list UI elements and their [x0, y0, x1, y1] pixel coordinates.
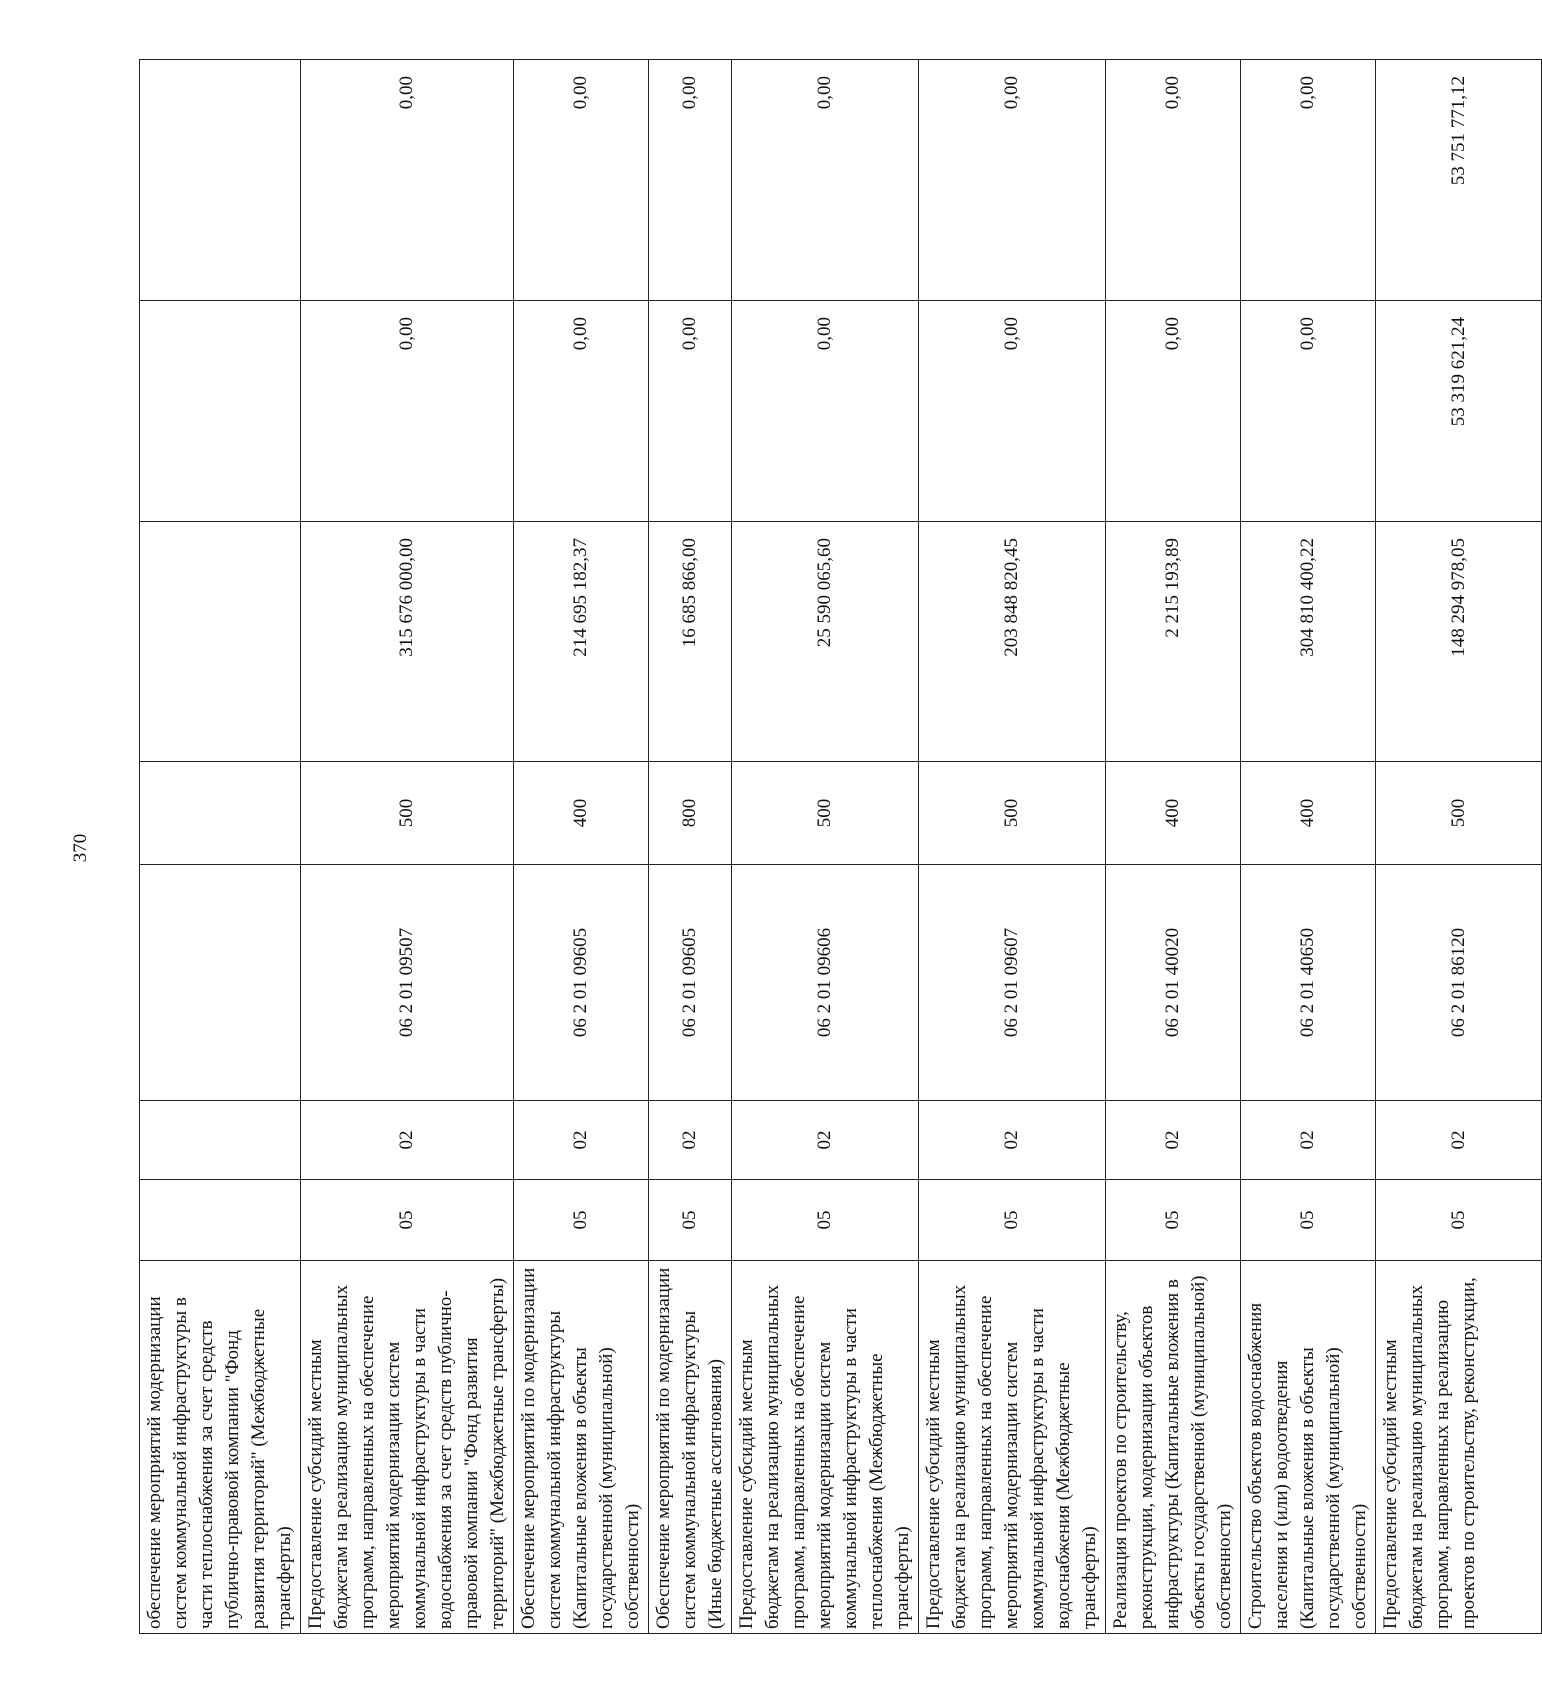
row-section-code: 05 — [649, 1180, 732, 1261]
row-description: Предоставление субсидий местным бюджетам на реализацию муниципальных программ, направленных на реализацию проектов по строительству, реконструкции, — [1376, 1261, 1542, 1634]
table-row — [140, 60, 301, 1634]
row-section-code: 05 — [301, 1180, 514, 1261]
row-amount-3: 0,00 — [732, 60, 919, 301]
row-amount-1: 304 810 400,22 — [1241, 522, 1376, 762]
table-row — [732, 60, 919, 1634]
table-row — [919, 60, 1106, 1634]
row-subsection-code — [140, 1101, 301, 1180]
page-number: 370 — [70, 833, 91, 863]
row-subsection-code: 02 — [301, 1101, 514, 1180]
row-amount-2: 0,00 — [919, 301, 1106, 522]
row-expense-type: 400 — [1106, 762, 1241, 865]
row-description: Строительство объектов водоснабжения населения и (или) водоотведения (Капитальные вложения в объекты государственной (муниципальной) собственности) — [1241, 1261, 1376, 1634]
row-target-article: 06 2 01 09606 — [732, 865, 919, 1101]
row-amount-1 — [140, 522, 301, 762]
row-amount-1: 148 294 978,05 — [1376, 522, 1542, 762]
row-expense-type: 500 — [1376, 762, 1542, 865]
row-description: обеспечение мероприятий модернизации систем коммунальной инфраструктуры в части теплоснабжения за счет средств публично-правовой компании "Фонд развития территорий" (Межбюджетные трансферты) — [140, 1261, 301, 1634]
budget-table — [139, 59, 1542, 1634]
row-expense-type: 400 — [1241, 762, 1376, 865]
row-amount-2: 0,00 — [1241, 301, 1376, 522]
row-amount-1: 2 215 193,89 — [1106, 522, 1241, 762]
row-expense-type: 800 — [649, 762, 732, 865]
row-target-article: 06 2 01 40650 — [1241, 865, 1376, 1101]
row-expense-type: 500 — [919, 762, 1106, 865]
row-expense-type: 500 — [301, 762, 514, 865]
row-amount-3: 0,00 — [919, 60, 1106, 301]
table-row — [649, 60, 732, 1634]
row-subsection-code: 02 — [649, 1101, 732, 1180]
row-amount-2: 0,00 — [1106, 301, 1241, 522]
table-row — [514, 60, 649, 1634]
row-expense-type — [140, 762, 301, 865]
row-target-article: 06 2 01 09605 — [514, 865, 649, 1101]
row-amount-2: 53 319 621,24 — [1376, 301, 1542, 522]
row-amount-1: 214 695 182,37 — [514, 522, 649, 762]
row-section-code — [140, 1180, 301, 1261]
row-description: Реализация проектов по строительству, реконструкции, модернизации объектов инфраструктуры (Капитальные вложения в объекты государственной (муниципальной) собственности) — [1106, 1261, 1241, 1634]
row-target-article: 06 2 01 09507 — [301, 865, 514, 1101]
row-target-article: 06 2 01 09605 — [649, 865, 732, 1101]
row-target-article — [140, 865, 301, 1101]
row-amount-3: 0,00 — [1241, 60, 1376, 301]
table-body — [140, 60, 1542, 1634]
table-row — [1241, 60, 1376, 1634]
row-section-code: 05 — [732, 1180, 919, 1261]
row-subsection-code: 02 — [732, 1101, 919, 1180]
row-expense-type: 500 — [732, 762, 919, 865]
row-amount-1: 315 676 000,00 — [301, 522, 514, 762]
table-row — [301, 60, 514, 1634]
row-amount-3: 0,00 — [514, 60, 649, 301]
row-amount-3 — [140, 60, 301, 301]
row-amount-2 — [140, 301, 301, 522]
row-subsection-code: 02 — [1376, 1101, 1542, 1180]
budget-table-container — [139, 60, 1479, 1634]
row-description: Обеспечение мероприятий по модернизации систем коммунальной инфраструктуры (Капитальные вложения в объекты государственной (муниципальной) собственности) — [514, 1261, 649, 1634]
row-subsection-code: 02 — [1241, 1101, 1376, 1180]
row-target-article: 06 2 01 40020 — [1106, 865, 1241, 1101]
row-amount-3: 53 751 771,12 — [1376, 60, 1542, 301]
row-amount-1: 25 590 065,60 — [732, 522, 919, 762]
row-section-code: 05 — [514, 1180, 649, 1261]
table-row — [1376, 60, 1542, 1634]
row-amount-3: 0,00 — [1106, 60, 1241, 301]
row-target-article: 06 2 01 86120 — [1376, 865, 1542, 1101]
row-description: Предоставление субсидий местным бюджетам на реализацию муниципальных программ, направленных на обеспечение мероприятий модернизации систем коммунальной инфраструктуры в части водоснабжения за счет средств публично-правовой компании "Фонд развития территорий" (Межбюджетные трансферты) — [301, 1261, 514, 1634]
table-row — [1106, 60, 1241, 1634]
row-amount-2: 0,00 — [732, 301, 919, 522]
row-amount-2: 0,00 — [649, 301, 732, 522]
row-section-code: 05 — [1241, 1180, 1376, 1261]
row-subsection-code: 02 — [514, 1101, 649, 1180]
row-description: Обеспечение мероприятий по модернизации систем коммунальной инфраструктуры (Иные бюджетные ассигнования) — [649, 1261, 732, 1634]
row-section-code: 05 — [1376, 1180, 1542, 1261]
row-amount-2: 0,00 — [514, 301, 649, 522]
row-description: Предоставление субсидий местным бюджетам на реализацию муниципальных программ, направленных на обеспечение мероприятий модернизации систем коммунальной инфраструктуры в части теплоснабжения (Межбюджетные трансферты) — [732, 1261, 919, 1634]
row-section-code: 05 — [1106, 1180, 1241, 1261]
row-section-code: 05 — [919, 1180, 1106, 1261]
row-target-article: 06 2 01 09607 — [919, 865, 1106, 1101]
row-description: Предоставление субсидий местным бюджетам на реализацию муниципальных программ, направленных на обеспечение мероприятий модернизации систем коммунальной инфраструктуры в части водоснабжения (Межбюджетные трансферты) — [919, 1261, 1106, 1634]
row-subsection-code: 02 — [919, 1101, 1106, 1180]
row-amount-3: 0,00 — [301, 60, 514, 301]
row-expense-type: 400 — [514, 762, 649, 865]
row-amount-2: 0,00 — [301, 301, 514, 522]
row-amount-1: 16 685 866,00 — [649, 522, 732, 762]
row-amount-3: 0,00 — [649, 60, 732, 301]
row-subsection-code: 02 — [1106, 1101, 1241, 1180]
row-amount-1: 203 848 820,45 — [919, 522, 1106, 762]
